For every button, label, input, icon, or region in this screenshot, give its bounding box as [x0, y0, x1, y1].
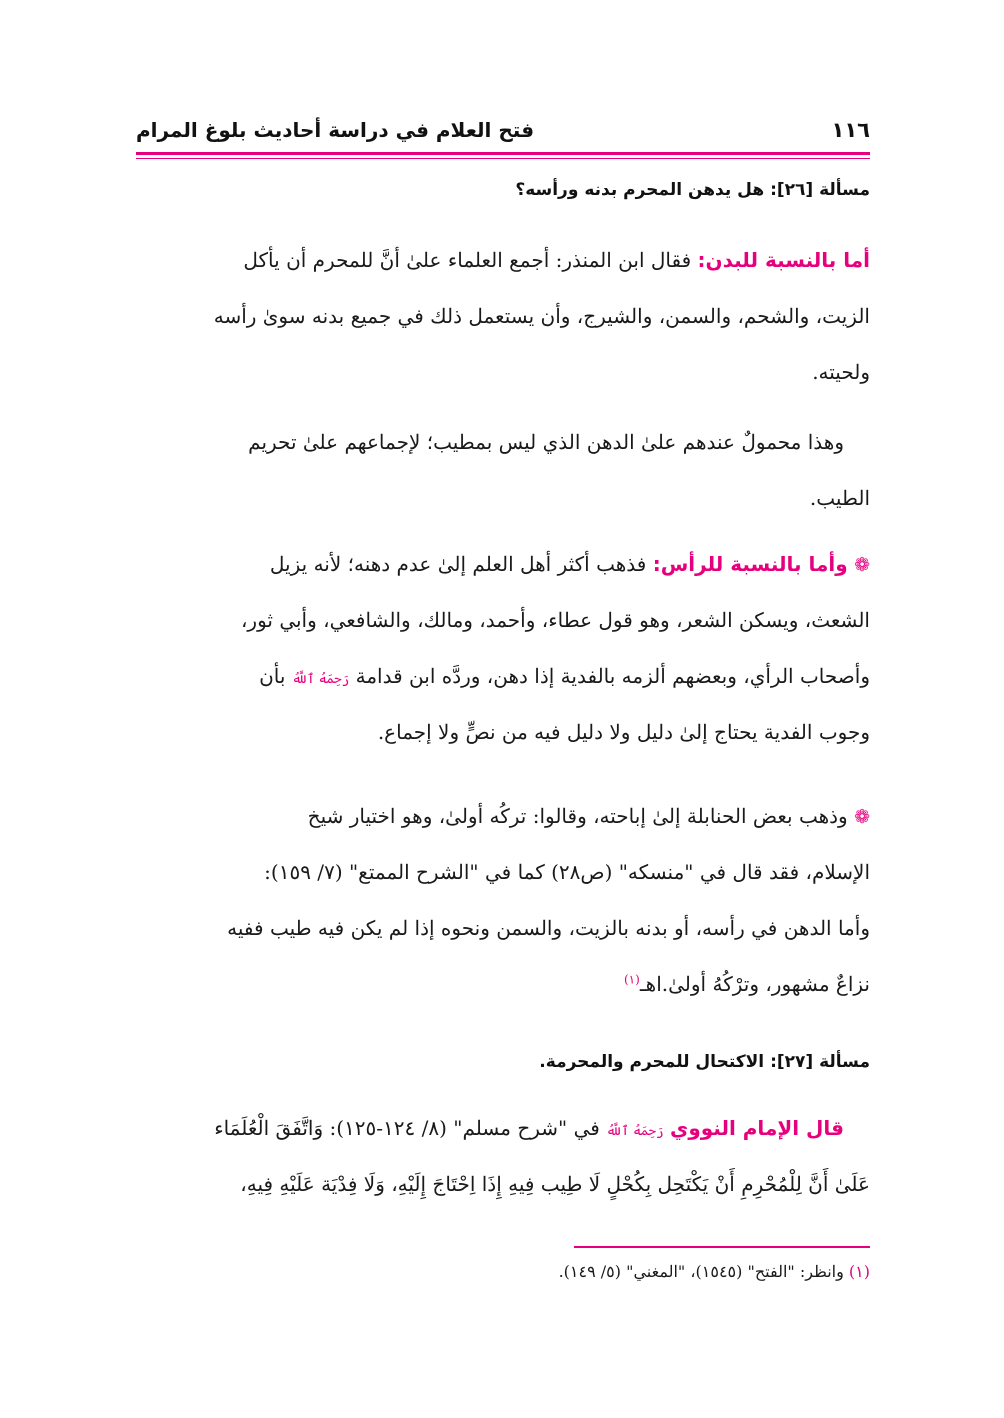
section-heading-27	[136, 1052, 870, 1072]
line-text: فذهب أكثر أهل العلم إلىٰ عدم دهنه؛ لأنه يزيل	[269, 552, 647, 576]
line-text: فقال ابن المنذر: أجمع العلماء علىٰ أنَّ للمحرم أن يأكل	[243, 248, 692, 272]
paragraph-note	[136, 414, 870, 526]
text-line: عَلَىٰ أَنَّ لِلْمُحْرِمِ أَنْ يَكْتَحِل بِكُحْلٍ لَا طِيب فِيهِ إِذَا اِحْتَاجَ إِلَيْهِ، وَلَا فِدْيَة عَلَيْهِ فِيهِ،	[240, 1172, 870, 1196]
section-label: مسألة [٢٦]:	[770, 180, 870, 200]
header-rule-thick	[136, 152, 870, 155]
footnote-separator	[574, 1246, 870, 1248]
line-text: في "شرح مسلم" (٨/ ١٢٤-١٢٥): وَاتَّفَقَ الْعُلَمَاء	[214, 1116, 600, 1140]
text-line: الطيب.	[809, 486, 870, 510]
paragraph-body	[136, 232, 870, 400]
running-title: فتح العلام في دراسة أحاديث بلوغ المرام	[136, 118, 535, 142]
honorific-glyph: رَحِمَهُ ٱللَّهُ	[291, 672, 350, 687]
text-line: وهذا محمولٌ عندهم علىٰ الدهن الذي ليس بمطيب؛ لإجماعهم علىٰ تحريم	[248, 430, 844, 454]
flower-ornament-icon: ❁	[854, 806, 870, 828]
honorific-glyph: رَحِمَهُ ٱللَّهُ	[606, 1124, 664, 1139]
paragraph-nawawi	[136, 1100, 870, 1212]
line-text: نزاعٌ مشهور، وترْكُهُ أولىٰ.اهـ	[639, 972, 870, 996]
text-line: وأما الدهن في رأسه، أو بدنه بالزيت، والسمن ونحوه إذا لم يكن فيه طيب ففيه	[227, 916, 870, 940]
footnote-text: وانظر: "الفتح" (١٥٤٥)، "المغني" (٥/ ١٤٩).	[558, 1262, 844, 1281]
line-text: بأن	[259, 664, 286, 688]
text-line: الشعث، ويسكن الشعر، وهو قول عطاء، وأحمد، ومالك، والشافعي، وأبي ثور،	[240, 608, 870, 632]
paragraph-hanabila	[136, 788, 870, 1012]
footnote-reference[interactable]: (١)	[623, 972, 640, 987]
lead-phrase: أما بالنسبة للبدن:	[697, 248, 870, 272]
text-line: ولحيته.	[812, 360, 870, 384]
text-line	[136, 788, 870, 844]
text-line	[136, 648, 870, 704]
lead-phrase: قال الإمام النووي	[669, 1116, 844, 1140]
text-line	[136, 956, 870, 1012]
line-text: وذهب بعض الحنابلة إلىٰ إباحته، وقالوا: تركُه أولىٰ، وهو اختيار شيخ	[307, 804, 848, 828]
paragraph-head	[136, 536, 870, 760]
page-number: ١١٦	[831, 118, 870, 142]
section-title: الاكتحال للمحرم والمحرمة.	[539, 1052, 765, 1072]
lead-phrase: وأما بالنسبة للرأس:	[652, 552, 848, 576]
text-line: الزيت، والشحم، والسمن، والشيرج، وأن يستعمل ذلك في جميع بدنه سوىٰ رأسه	[213, 304, 870, 328]
section-title: هل يدهن المحرم بدنه ورأسه؟	[515, 180, 765, 200]
header-rule-thin	[136, 158, 870, 159]
text-line: الإسلام، فقد قال في "منسكه" (ص٢٨) كما في "الشرح الممتع" (٧/ ١٥٩):	[264, 860, 870, 884]
section-label: مسألة [٢٧]:	[770, 1052, 870, 1072]
footnote-number: (١)	[848, 1262, 870, 1281]
text-line	[136, 536, 870, 592]
text-line	[136, 1100, 870, 1156]
text-line: وجوب الفدية يحتاج إلىٰ دليل ولا دليل فيه من نصٍّ ولا إجماع.	[377, 720, 870, 744]
section-heading-26	[136, 180, 870, 200]
page-header	[136, 110, 870, 150]
line-text: وأصحاب الرأي، وبعضهم ألزمه بالفدية إذا دهن، وردَّه ابن قدامة	[355, 664, 870, 688]
text-line	[136, 232, 870, 288]
flower-ornament-icon: ❁	[854, 554, 870, 576]
footnote	[136, 1262, 870, 1281]
